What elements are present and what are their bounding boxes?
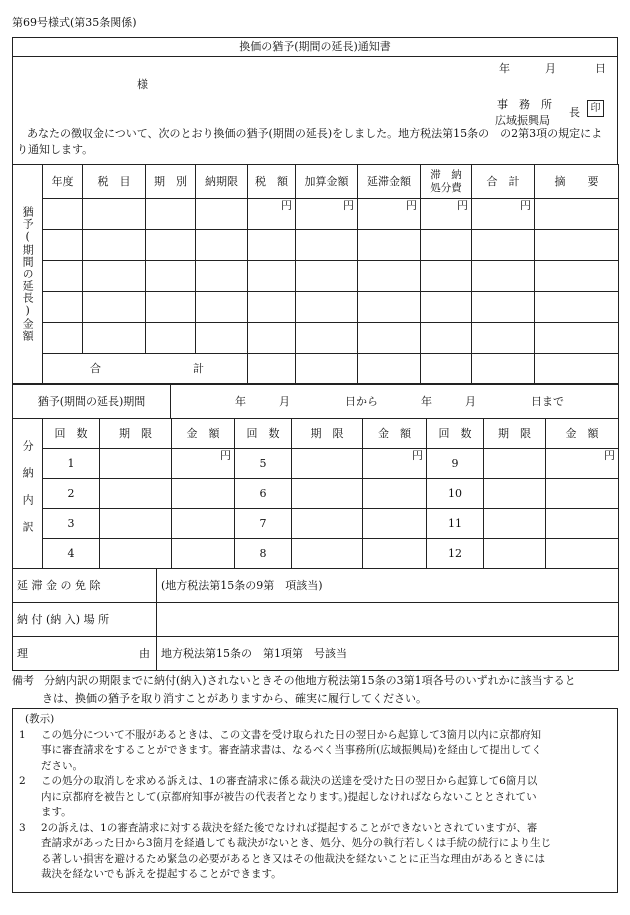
header-additional: 加算金額 xyxy=(296,165,358,199)
total-row xyxy=(13,354,619,384)
notice-line xyxy=(19,774,611,790)
installment-number: 3 xyxy=(43,509,100,539)
notice-line xyxy=(19,805,611,821)
header-deadline: 期 限 xyxy=(484,419,546,449)
unit-yen: 円 xyxy=(296,199,358,230)
notice-line xyxy=(19,790,611,806)
notice-line xyxy=(19,867,611,883)
header-deadline: 期 限 xyxy=(292,419,363,449)
header-tax-item: 税 目 xyxy=(83,165,146,199)
form-title: 換価の猶予(期間の延長)通知書 xyxy=(13,38,617,57)
notice-line xyxy=(19,821,611,837)
table-row xyxy=(13,323,619,354)
seal-icon: 印 xyxy=(587,100,604,117)
installment-number: 9 xyxy=(427,449,484,479)
header-tax-amount: 税 額 xyxy=(248,165,296,199)
header-count: 回 数 xyxy=(235,419,292,449)
notice-item-number: 1 xyxy=(19,728,26,741)
date-day: 日 xyxy=(595,62,606,75)
notice-items xyxy=(19,728,611,883)
header-deadline: 期 限 xyxy=(100,419,172,449)
office-chief: 長 xyxy=(569,106,580,119)
header-total: 合 計 xyxy=(472,165,535,199)
notice-item-text: ださい。 xyxy=(41,759,83,772)
header-disposal-cost: 滞 納 処分費 xyxy=(421,165,472,199)
unit-yen: 円 xyxy=(363,449,427,479)
header-block xyxy=(12,37,618,165)
header-amount: 金 額 xyxy=(363,419,427,449)
period-to: 年 月 日まで xyxy=(421,395,564,408)
unit-yen: 円 xyxy=(546,449,619,479)
period-value xyxy=(171,385,619,419)
notice-item-text: この処分について不服があるときは、この文書を受け取られた日の翌日から起算して3箇月以内に京都府知 xyxy=(41,728,541,741)
unit-yen: 円 xyxy=(172,449,235,479)
unit-yen: 円 xyxy=(248,199,296,230)
installment-number: 8 xyxy=(235,539,292,569)
info-table xyxy=(12,568,619,671)
header-period: 期 別 xyxy=(146,165,196,199)
installment-number: 10 xyxy=(427,479,484,509)
installment-number: 4 xyxy=(43,539,100,569)
reason-label: 理 由 xyxy=(13,637,157,671)
notice-item-text: 査請求があった日から3箇月を経過しても裁決がないとき、処分、処分の執行若しくは手続の続行により生じ xyxy=(41,837,552,849)
notice-item-text: この処分の取消しを求める訴えは、1の審査請求に係る裁決の送達を受けた日の翌日から起算して6箇月以 xyxy=(41,775,538,787)
penalty-exemption-label: 延 滞 金 の 免 除 xyxy=(13,569,157,603)
header-amount: 金 額 xyxy=(172,419,235,449)
total-label: 合 計 xyxy=(43,354,248,384)
penalty-exemption-value: (地方税法第15条の9第 項該当) xyxy=(157,569,619,603)
header-count: 回 数 xyxy=(427,419,484,449)
installment-number: 12 xyxy=(427,539,484,569)
notice-line xyxy=(19,836,611,852)
installment-number: 2 xyxy=(43,479,100,509)
notice-line xyxy=(19,852,611,868)
installment-number: 5 xyxy=(235,449,292,479)
unit-yen: 円 xyxy=(421,199,472,230)
remark-text-1: 分納内訳の期限までに納付(納入)されないときその他地方税法第15条の3第1項各号のいずれかに該当すると xyxy=(44,674,576,687)
unit-yen: 円 xyxy=(358,199,421,230)
notice-line xyxy=(19,743,611,759)
notice-item-text: ます。 xyxy=(41,806,72,818)
date-year: 年 xyxy=(499,62,510,75)
payment-place-value xyxy=(157,603,619,637)
office-line2: 広域振興局 xyxy=(495,114,550,127)
amount-side-label: 猶予(期間の延長)金額 xyxy=(13,165,43,384)
table-row xyxy=(13,509,619,539)
table-row xyxy=(13,292,619,323)
installment-side-label: 分納内訳 xyxy=(13,419,43,569)
notice-item-text: る著しい損害を避けるため緊急の必要があるとき又はその他裁決を経ないことに正当な理由があるときには xyxy=(41,852,545,865)
addressee-suffix: 様 xyxy=(137,78,148,91)
date-month: 月 xyxy=(545,62,556,75)
notice-line xyxy=(19,759,611,775)
header-count: 回 数 xyxy=(43,419,100,449)
table-row xyxy=(13,261,619,292)
unit-yen: 円 xyxy=(472,199,535,230)
table-row xyxy=(13,199,619,230)
installment-number: 7 xyxy=(235,509,292,539)
notice-item-text: 裁決を経ないでも訴えを提起することができます。 xyxy=(41,868,282,880)
office-line1: 事 務 所 xyxy=(497,98,552,111)
notice-item-text: 2の訴えは、1の審査請求に対する裁決を経た後でなければ提起することができないとされていますが、審 xyxy=(41,821,538,834)
header-delinquency: 延滞金額 xyxy=(358,165,421,199)
notice-item-text: 内に京都府を被告として(京都府知事が被告の代表者となります。)提起しなければならないこととされてい xyxy=(41,790,537,803)
notice-line xyxy=(19,728,611,744)
amount-table xyxy=(12,164,619,384)
installment-number: 6 xyxy=(235,479,292,509)
table-row xyxy=(13,479,619,509)
header-amount: 金 額 xyxy=(546,419,619,449)
payment-place-label: 納 付 (納 入) 場 所 xyxy=(13,603,157,637)
installment-number: 11 xyxy=(427,509,484,539)
header-due-date: 納期限 xyxy=(196,165,248,199)
notice-item-number: 3 xyxy=(19,821,26,834)
header-year: 年度 xyxy=(43,165,83,199)
period-table xyxy=(12,384,619,419)
table-row xyxy=(13,449,619,479)
header-summary: 摘 要 xyxy=(535,165,619,199)
notice-item-number: 2 xyxy=(19,775,26,787)
form-number: 第69号様式(第35条関係) xyxy=(12,16,137,29)
period-label: 猶予(期間の延長)期間 xyxy=(13,385,171,419)
notice-heading: (教示) xyxy=(25,713,55,725)
remark-label: 備考 xyxy=(12,674,34,687)
installment-table xyxy=(12,418,619,569)
remark xyxy=(12,672,618,708)
notice-item-text: 事に審査請求をすることができます。審査請求書は、なるべく当事務所(広域振興局)を経由して提出してく xyxy=(41,744,542,756)
table-row xyxy=(13,539,619,569)
reason-value: 地方税法第15条の 第1項第 号該当 xyxy=(157,637,619,671)
table-row xyxy=(13,230,619,261)
remark-text-2: きは、換価の猶予を取り消すことがありますから、確実に履行してください。 xyxy=(42,692,427,705)
notice-box xyxy=(12,708,618,893)
period-from: 年 月 日から xyxy=(235,395,378,408)
installment-number: 1 xyxy=(43,449,100,479)
intro-text: あなたの徴収金について、次のとおり換価の猶予(期間の延長)をしました。地方税法第15条の の2第3項の規定により通知します。 xyxy=(17,127,603,156)
